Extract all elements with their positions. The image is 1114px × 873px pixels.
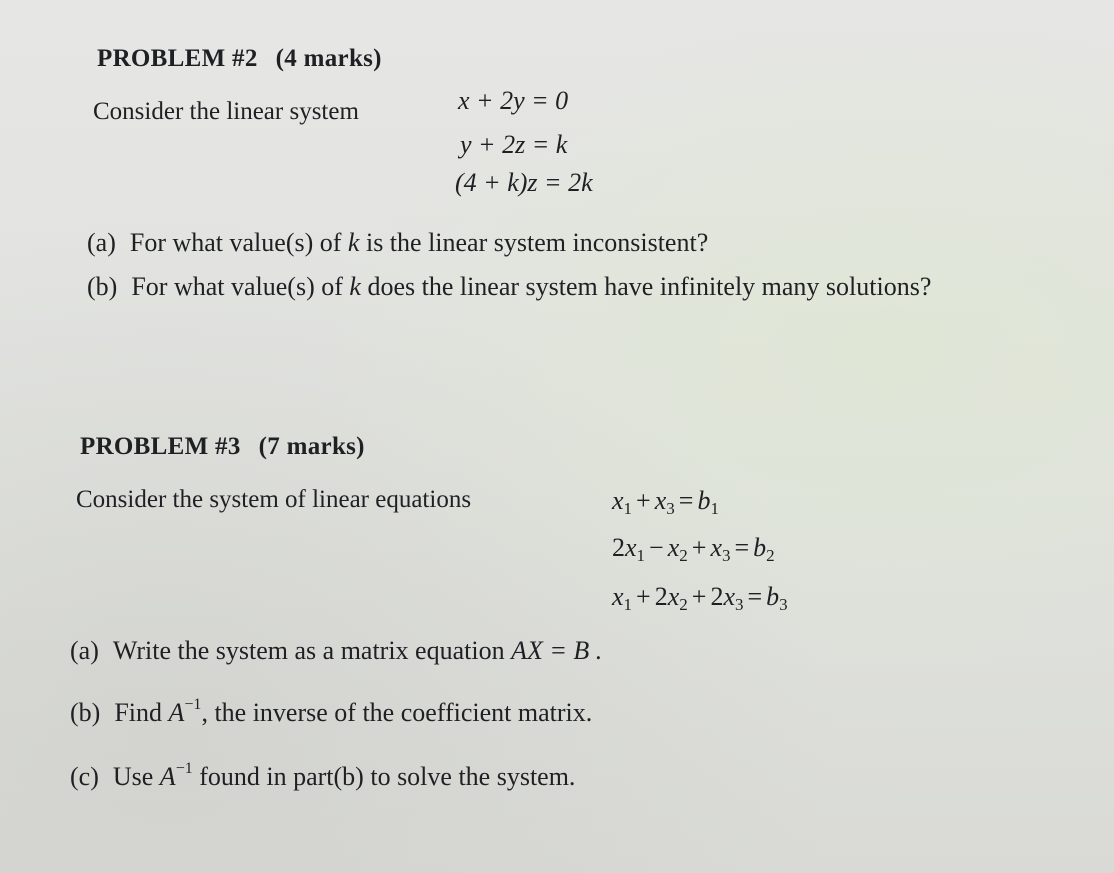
problem-3-equation-1 — [612, 486, 719, 516]
problem-2-part-b-text-2: does the linear system have infinitely many solutions? — [367, 272, 932, 301]
problem-2-equation-1 — [458, 86, 568, 116]
problem-3-part-c-math: $A^{-1}$ — [159, 760, 193, 791]
problem-3-part-c-text-1: Use — [112, 762, 154, 791]
problem-3-part-a — [70, 636, 602, 666]
problem-2-intro: Consider the linear system — [93, 98, 359, 125]
problem-3-marks: (7 marks) — [258, 433, 365, 460]
problem-3-equation-3 — [612, 582, 788, 612]
problem-2-equation-3-text: (4 + k)z = 2k — [455, 168, 593, 197]
problem-2-part-b — [87, 272, 931, 302]
problem-3-equation-2 — [612, 533, 775, 563]
problem-3-part-c-label: (c) — [70, 762, 99, 791]
problem-3-part-b-text-1: Find — [114, 698, 163, 727]
problem-3-part-c — [70, 762, 575, 792]
problem-3-heading — [80, 433, 365, 461]
problem-2-equation-2 — [460, 130, 567, 160]
problem-2-title: PROBLEM #2 — [97, 45, 258, 72]
problem-3-part-c-text-2: found in part(b) to solve the system. — [199, 762, 576, 791]
problem-3-part-a-math: AX = B . — [511, 636, 603, 665]
problem-2-heading — [97, 45, 382, 73]
problem-2-part-a-text-1: For what value(s) of — [129, 228, 342, 257]
problem-3-part-b-label: (b) — [70, 698, 101, 727]
problem-2-part-a — [87, 228, 708, 258]
problem-3-intro: Consider the system of linear equations — [76, 486, 472, 513]
problem-2-equation-1-text: x + 2y = 0 — [458, 86, 569, 115]
problem-2-equation-2-text: y + 2z = k — [460, 130, 568, 159]
problem-3-equation-2-text: $2x_1 - x_2 + x_3 = b_2$ — [612, 533, 775, 565]
problem-2-marks: (4 marks) — [275, 45, 382, 72]
problem-3-part-a-text: Write the system as a matrix equation — [112, 636, 505, 665]
problem-3-equation-1-text: $x_1 + x_3 = b_1$ — [612, 486, 719, 518]
problem-3-part-b-text-2: , the inverse of the coefficient matrix. — [201, 698, 593, 727]
problem-2-part-a-variable: k — [347, 228, 360, 257]
problem-2-part-b-label: (b) — [87, 272, 118, 301]
problem-2-equation-3 — [455, 168, 593, 198]
problem-2-part-b-variable: k — [349, 272, 361, 301]
problem-2-part-a-text-2: is the linear system inconsistent? — [365, 228, 709, 257]
problem-3-part-a-label: (a) — [70, 636, 99, 665]
problem-3-part-b-math: $A^{-1}$ — [168, 696, 202, 727]
problem-3-title: PROBLEM #3 — [80, 433, 241, 460]
problem-2-part-b-text-1: For what value(s) of — [131, 272, 343, 301]
problem-3-part-b — [70, 698, 592, 728]
problem-2-part-a-label: (a) — [87, 228, 116, 257]
problem-3-equation-3-text: $x_1 + 2x_2 + 2x_3 = b_3$ — [612, 582, 788, 614]
